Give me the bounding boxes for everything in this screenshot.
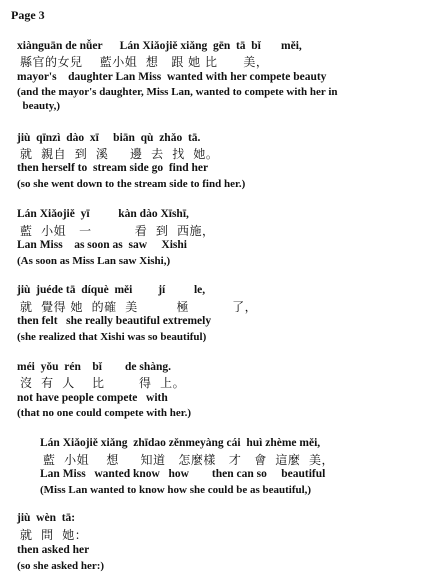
translation-line: (so she went down to the stream side to find her.): [17, 178, 246, 190]
pinyin-line: méi yǒu rén bǐ de shàng.: [17, 361, 171, 373]
gloss-line: mayor's daughter Lan Miss wanted with her compete beauty: [17, 71, 327, 83]
pinyin-line: Lán Xiǎojiě xiǎng zhīdao zěnmeyàng cái huì zhème měi,: [40, 437, 321, 449]
gloss-line: then asked her: [17, 544, 90, 556]
chinese-line: 縣官的女兒 藍小姐 想 跟 她 比 美，: [20, 55, 269, 69]
page-number: Page 3: [11, 8, 45, 22]
translation-line: (As soon as Miss Lan saw Xishi,): [17, 255, 171, 267]
chinese-line: 沒 有 人 比 得 上。: [20, 376, 186, 390]
chinese-line: 藍 小姐 一 看 到 西施，: [20, 224, 215, 238]
translation-line: (and the mayor's daughter, Miss Lan, wanted to compete with her in: [17, 86, 338, 98]
pinyin-line: Lán Xiǎojiě yī kàn dào Xīshī,: [17, 208, 189, 220]
translation-line: (that no one could compete with her.): [17, 407, 192, 419]
chinese-line: 藍 小姐 想 知道 怎麼樣 才 會 這麼 美，: [43, 453, 335, 467]
pinyin-line: jiù juéde tā díquè měi jí le,: [17, 284, 206, 296]
chinese-line: 就 覺得 她 的確 美 極 了，: [20, 300, 258, 314]
pinyin-line: jiù qīnzì dào xī biān qù zhǎo tā.: [17, 132, 201, 144]
pinyin-line: jiù wèn tā:: [17, 512, 76, 524]
gloss-line: not have people compete with: [17, 392, 168, 404]
gloss-line: Lan Miss wanted know how then can so beautiful: [40, 468, 326, 480]
gloss-line: then herself to stream side go find her: [17, 162, 209, 174]
chinese-line: 就 問 她：: [20, 528, 88, 542]
translation-line: (so she asked her:): [17, 560, 105, 572]
gloss-line: Lan Miss as soon as saw Xishi: [17, 239, 187, 251]
chinese-line: 就 親自 到 溪 邊 去 找 她。: [20, 147, 219, 161]
translation-line: (she realized that Xishi was so beautiful): [17, 331, 207, 343]
gloss-line: then felt she really beautiful extremely: [17, 315, 212, 327]
pinyin-line: xiànguān de nǚer Lán Xiǎojiě xiǎng gēn tā bǐ měi,: [17, 40, 302, 52]
translation-line: beauty,): [17, 100, 61, 112]
translation-line: (Miss Lan wanted to know how she could be as beautiful,): [40, 484, 312, 496]
